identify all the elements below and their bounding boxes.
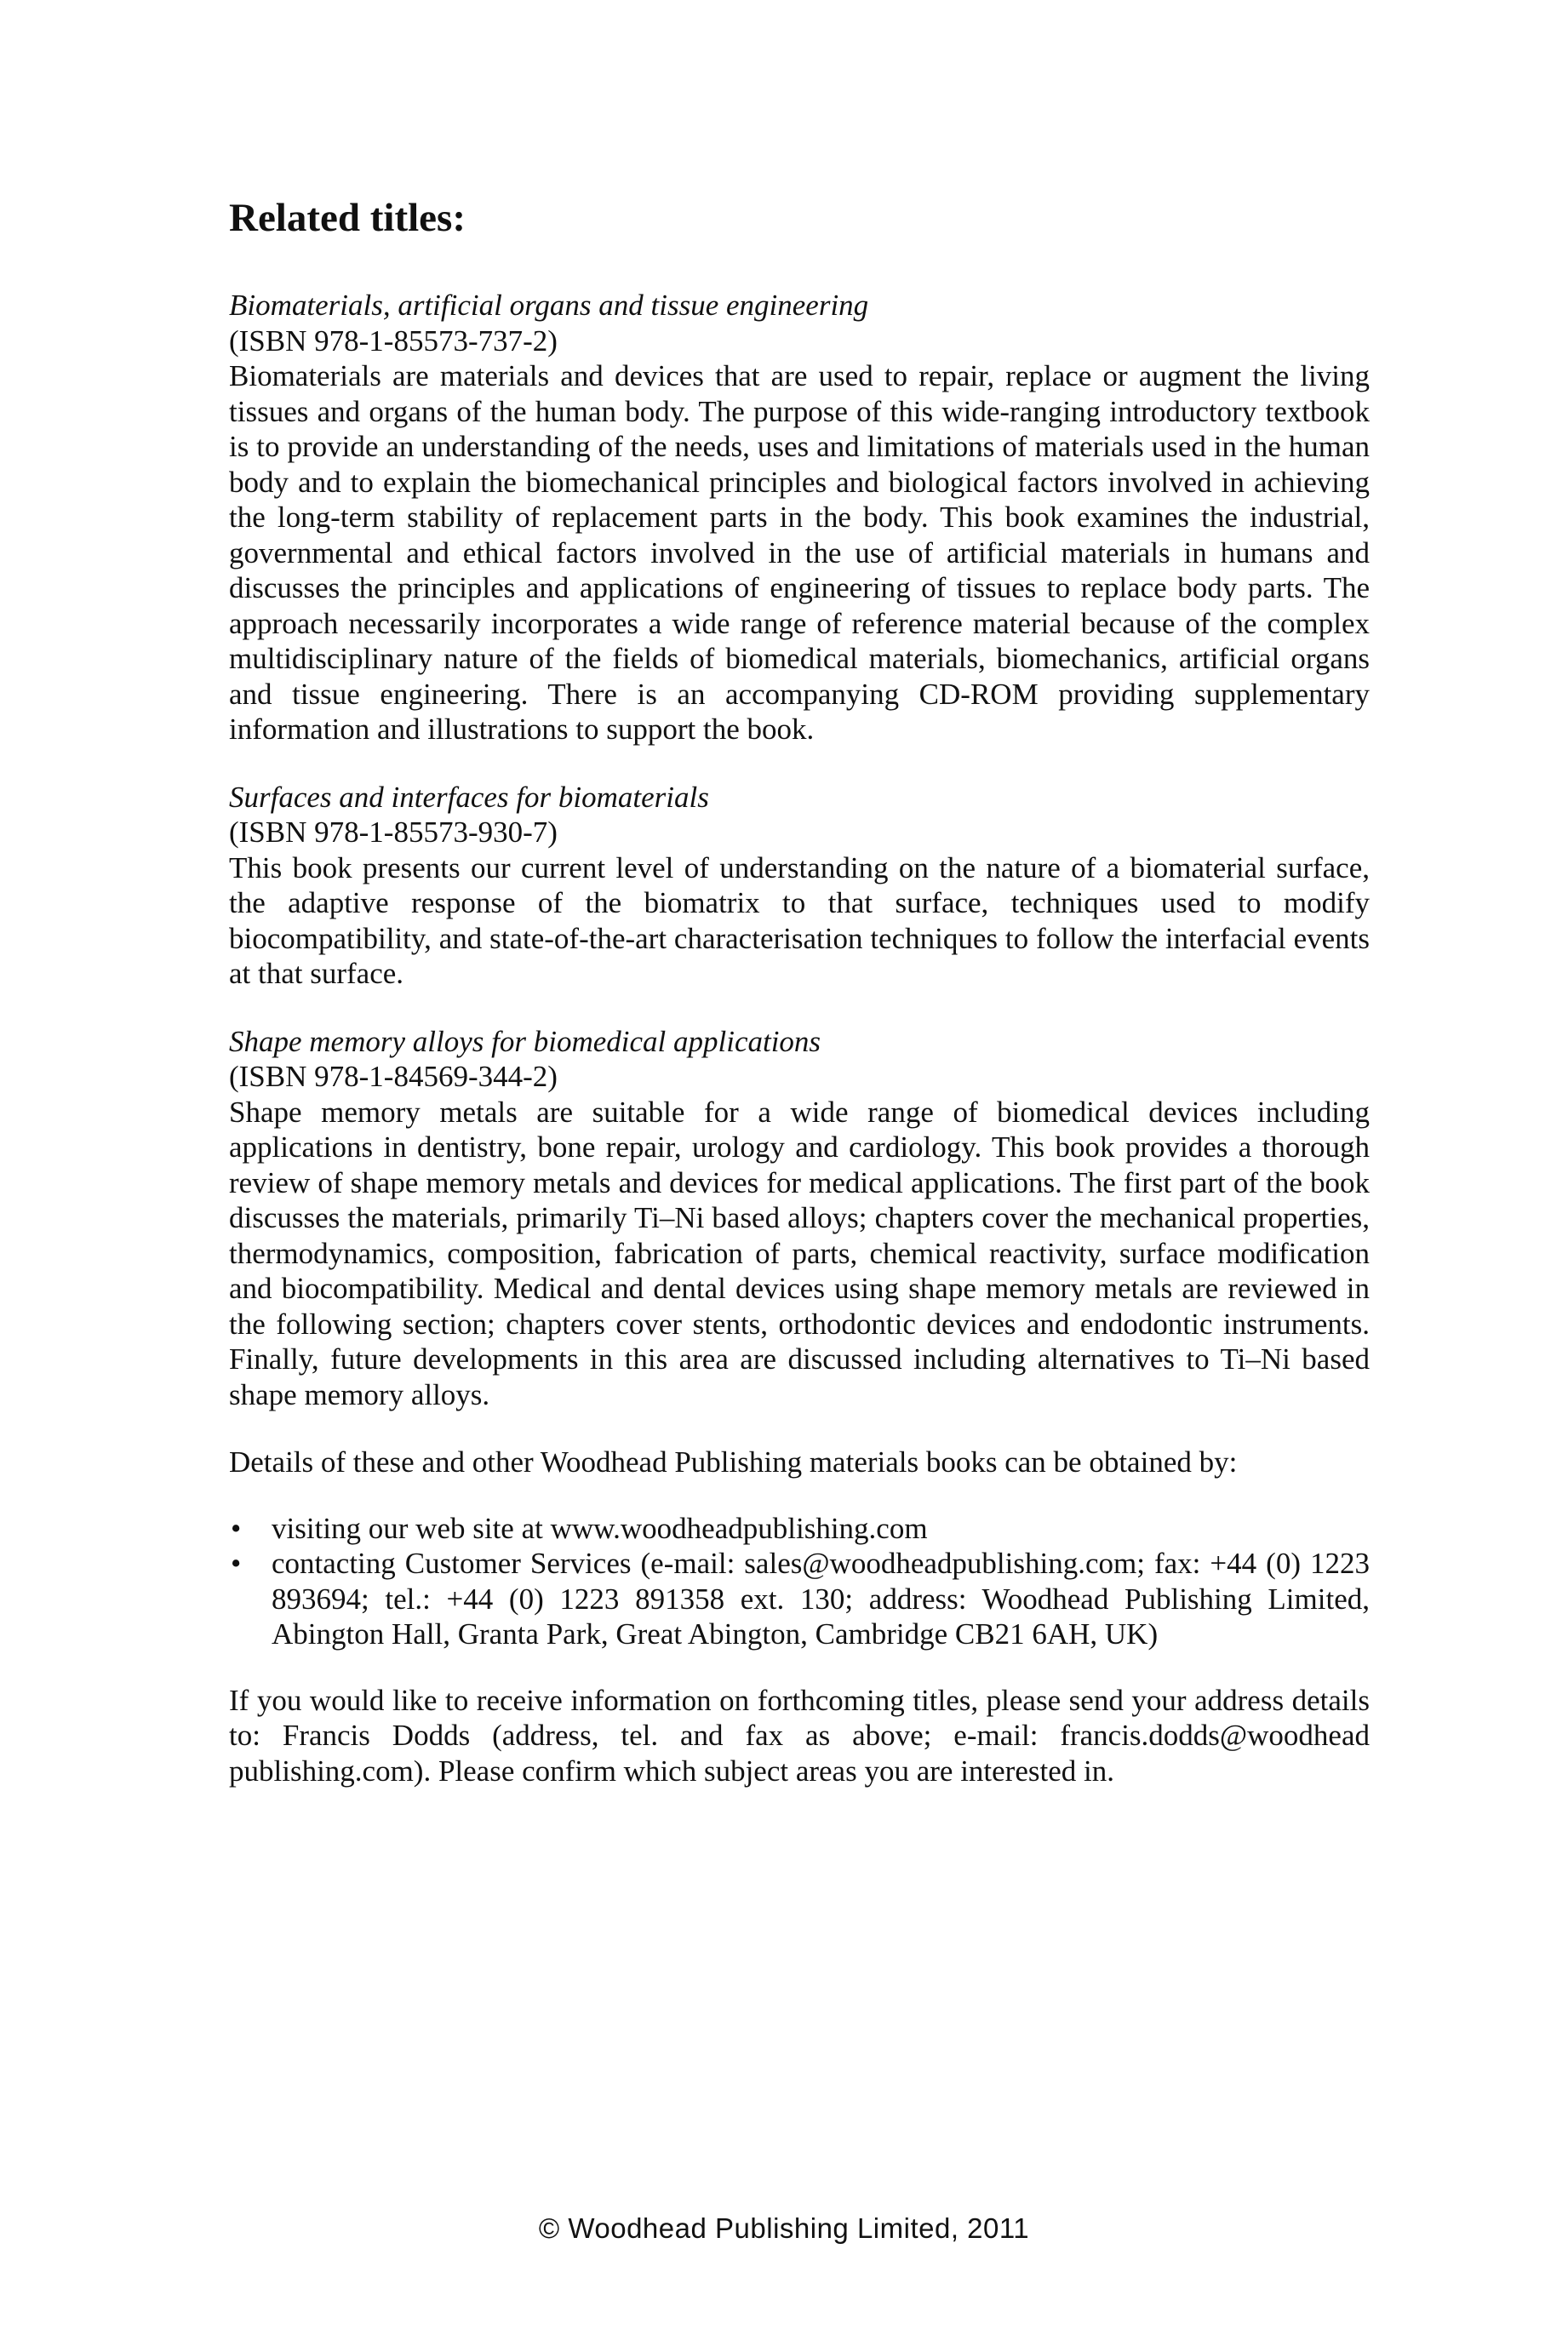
details-intro: Details of these and other Woodhead Publishing materials books can be obtained by: <box>229 1445 1238 1479</box>
book-description: This book presents our current level of understanding on the nature of a biomaterial surface, the adaptive response of the biomatrix to that surface, techniques used to modify biocompatibility, and state-of-the-art characterisation techniques to follow the interfacial events at that surface. <box>229 850 1370 990</box>
list-item <box>229 1546 1370 1652</box>
bullet-icon: • <box>231 1547 242 1580</box>
book-title: Surfaces and interfaces for biomaterials <box>229 780 709 814</box>
book-title: Biomaterials, artificial organs and tissue engineering <box>229 289 869 322</box>
list-item-text: contacting Customer Services (e-mail: sales@woodheadpublishing.com; fax: +44 (0) 1223 893694; tel.: +44 (0) 1223 891358 ext. 130; address: Woodhead Publishing Limited, Abington Hall, Granta Park, Great Abington, Cambridge CB21 6AH, UK) <box>272 1547 1370 1651</box>
book-title: Shape memory alloys for biomedical applications <box>229 1024 821 1058</box>
closing-paragraph: If you would like to receive information on forthcoming titles, please send your address details to: Francis Dodds (address, tel. and fax as above; e-mail: francis.dodds@woodhead publishing.com). Please confirm which subject areas you are interested in. <box>229 1683 1370 1788</box>
bullet-icon: • <box>231 1511 242 1545</box>
related-title-entry <box>229 288 1370 747</box>
related-title-entry <box>229 1024 1370 1413</box>
copyright-footer: © Woodhead Publishing Limited, 2011 <box>538 2212 1030 2244</box>
book-isbn: (ISBN 978-1-85573-930-7) <box>229 815 558 849</box>
page-title: Related titles: <box>229 196 466 240</box>
list-item <box>229 1511 1370 1547</box>
book-description: Shape memory metals are suitable for a wide range of biomedical devices including applications in dentistry, bone repair, urology and cardiology. This book provides a thorough review of shape memory metals and devices for medical applications. The first part of the book discusses the materials, primarily Ti–Ni based alloys; chapters cover the mechanical properties, thermodynamics, composition, fabrication of parts, chemical reactivity, surface modification and biocompatibility. Medical and dental devices using shape memory metals are reviewed in the following section; chapters cover stents, orthodontic devices and endodontic instruments. Finally, future developments in this area are discussed including alternatives to Ti–Ni based shape memory alloys. <box>229 1095 1370 1411</box>
contact-list <box>229 1511 1370 1652</box>
book-isbn: (ISBN 978-1-84569-344-2) <box>229 1060 558 1093</box>
page-content <box>229 194 1370 1819</box>
related-title-entry <box>229 780 1370 992</box>
book-description: Biomaterials are materials and devices that are used to repair, replace or augment the living tissues and organs of the human body. The purpose of this wide-ranging introductory textbook is to provide an understanding of the needs, uses and limitations of materials used in the human body and to explain the biomechanical principles and biological factors involved in achieving the long-term stability of replacement parts in the body. This book examines the industrial, governmental and ethical factors involved in the use of artificial materials in humans and discusses the principles and applications of engineering of tissues to replace body parts. The approach necessarily incorporates a wide range of reference material because of the complex multidisciplinary nature of the fields of biomedical materials, biomechanics, artificial organs and tissue engineering. There is an accompanying CD-ROM providing supplementary information and illustrations to support the book. <box>229 359 1370 746</box>
book-isbn: (ISBN 978-1-85573-737-2) <box>229 323 558 358</box>
list-item-text: visiting our web site at www.woodheadpublishing.com <box>272 1511 928 1545</box>
